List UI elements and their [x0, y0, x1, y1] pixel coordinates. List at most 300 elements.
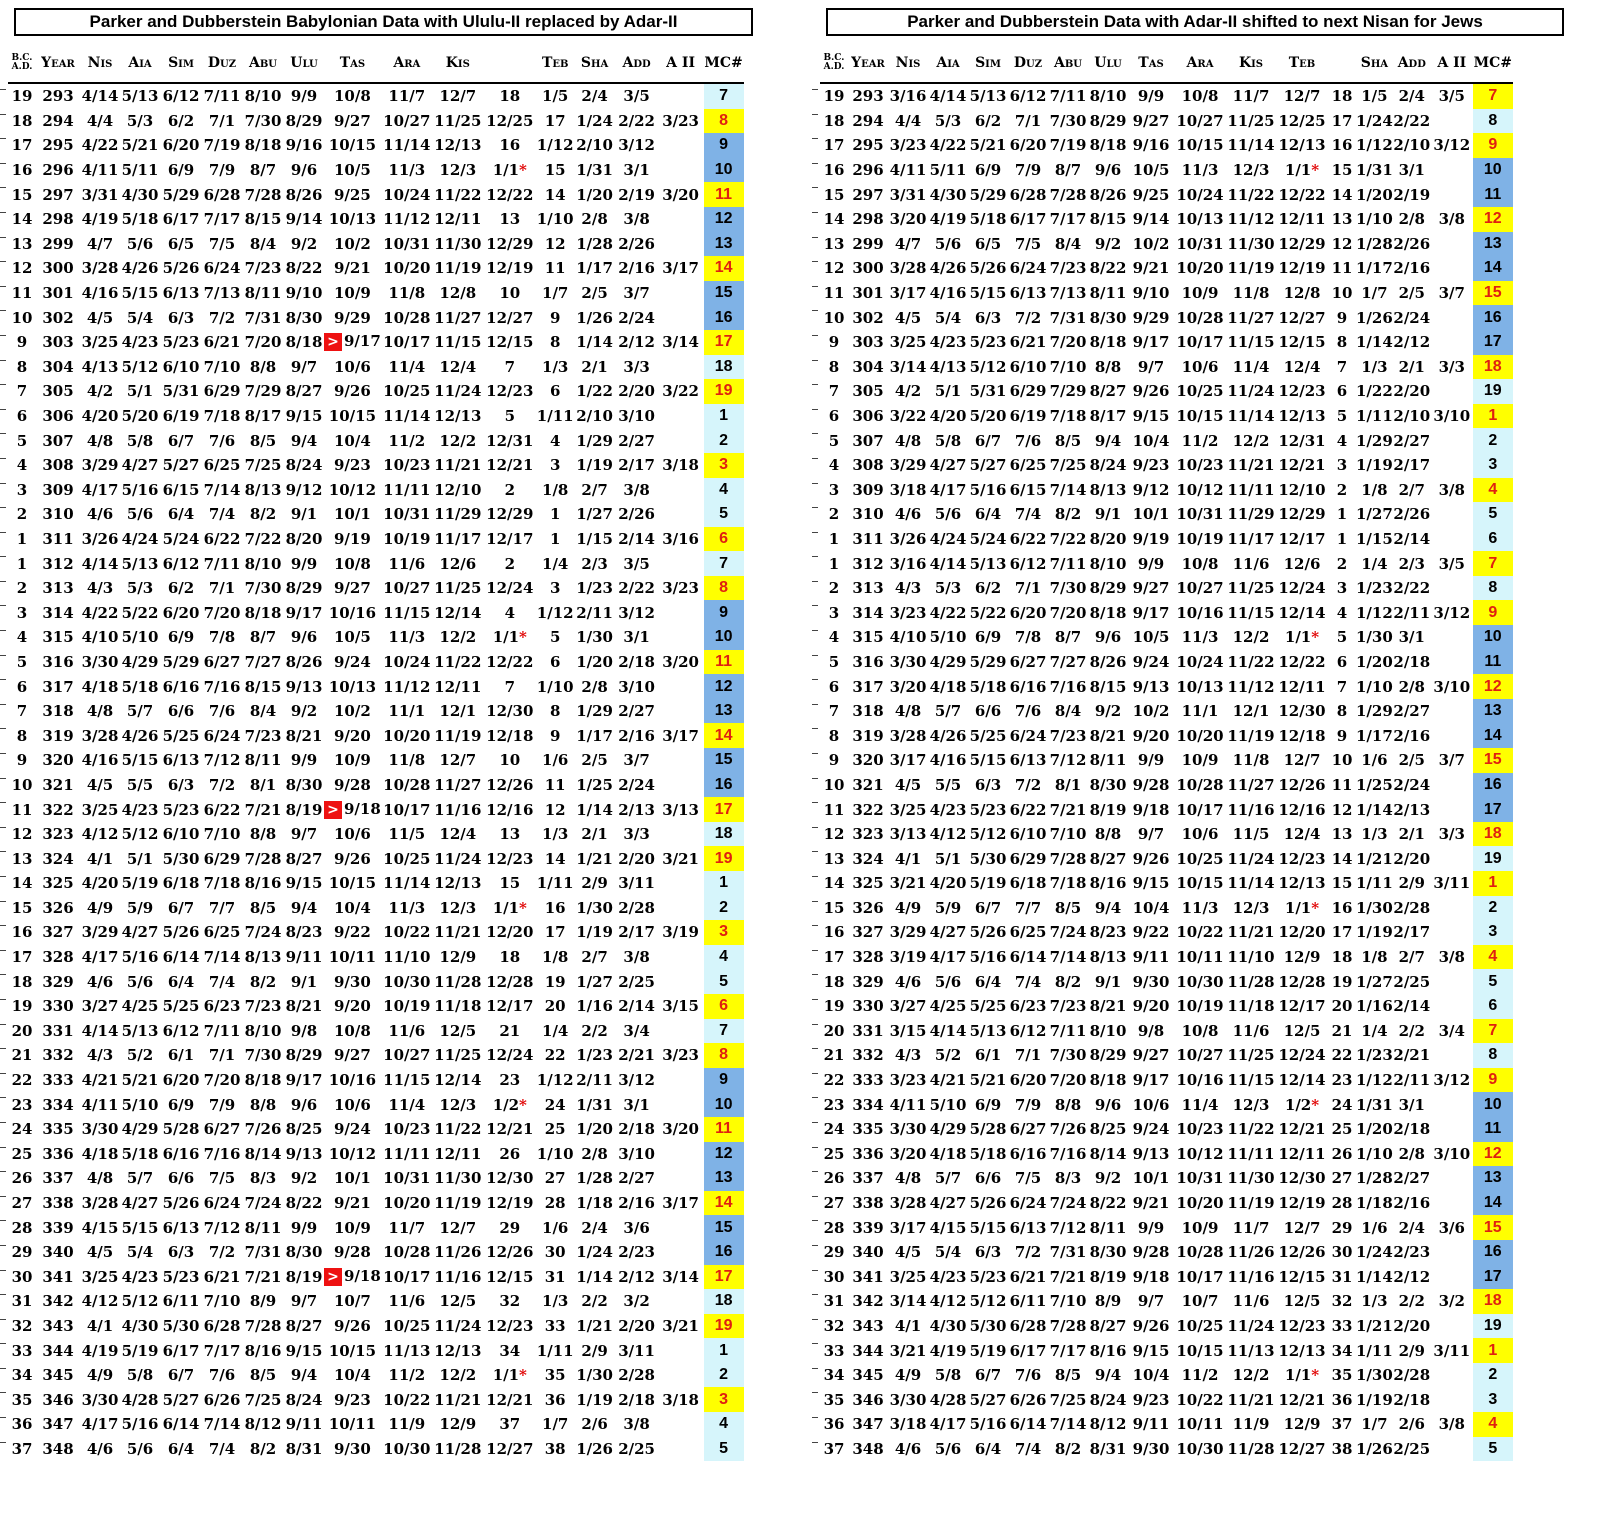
table-cell: 10/4: [1132, 1366, 1170, 1385]
table-cell: 7/24: [1049, 1194, 1087, 1213]
table-cell: 11/28: [434, 1439, 482, 1458]
table-cell: 2/4: [1398, 87, 1425, 106]
table-cell: [658, 158, 704, 183]
table-cell: 1/17: [576, 259, 613, 278]
table-cell: 10/4: [334, 898, 371, 917]
table-cell: 11/15: [1227, 333, 1275, 352]
table-cell: 11/24: [1227, 382, 1275, 401]
table-cell: [1431, 1363, 1473, 1388]
table-cell: 3/21: [662, 849, 699, 868]
table-cell: 11/6: [1232, 1021, 1270, 1040]
table-cell: 8/23: [285, 923, 323, 942]
table-cell: 9/9: [1137, 554, 1165, 573]
table-cell: 2/27: [618, 702, 655, 721]
metonic-cycle-cell: 17: [704, 797, 744, 822]
table-cell: 2/26: [618, 234, 655, 253]
table-cell: 18: [820, 109, 848, 134]
table-cell: 7/22: [1049, 529, 1087, 548]
table-cell: 24: [8, 1117, 36, 1142]
table-cell: 331: [42, 1021, 74, 1040]
table-cell: 9/7: [290, 1292, 318, 1311]
table-cell: 4/14: [81, 1021, 119, 1040]
table-cell: [1431, 1387, 1473, 1412]
table-cell: 2/14: [618, 529, 655, 548]
right-header-cell: Kis: [1226, 44, 1276, 83]
metonic-cycle-cell: 3: [704, 920, 744, 945]
table-cell: 4/3: [86, 1046, 114, 1065]
table-cell: 11/30: [434, 234, 482, 253]
table-cell: 6/7: [167, 898, 195, 917]
table-cell: 3/5: [623, 87, 650, 106]
table-cell: 12/3: [1232, 898, 1270, 917]
table-cell: 6/13: [162, 1218, 200, 1237]
table-cell: 30: [8, 1265, 36, 1290]
table-cell: 7/16: [203, 1144, 241, 1163]
table-cell: [658, 1068, 704, 1093]
table-cell: 2/7: [1398, 480, 1425, 499]
table-cell: 9/17: [1132, 1071, 1170, 1090]
table-cell: 4/6: [86, 972, 114, 991]
table-row: [8, 625, 744, 650]
table-cell: 5/21: [121, 136, 159, 155]
table-cell: 1: [549, 529, 561, 548]
table-cell: 344: [852, 1341, 884, 1360]
table-cell: 12/24: [1278, 579, 1326, 598]
table-row: [8, 330, 744, 355]
metonic-cycle-cell: 7: [1473, 1019, 1513, 1044]
table-cell: [658, 748, 704, 773]
table-cell: 326: [852, 898, 884, 917]
table-cell: 10/19: [383, 529, 431, 548]
table-cell: 302: [42, 308, 74, 327]
table-cell: 6/24: [203, 1194, 241, 1213]
right-header-cell: Ulu: [1088, 44, 1128, 83]
table-cell: 19: [8, 83, 36, 109]
table-cell: 4/5: [894, 1243, 922, 1262]
table-cell: 10/28: [383, 308, 431, 327]
table-cell: 6/21: [1009, 1267, 1047, 1286]
table-cell: 301: [852, 284, 884, 303]
table-cell: 8/16: [1089, 874, 1127, 893]
table-cell: 9/23: [334, 456, 371, 475]
table-cell: 4/23: [929, 800, 967, 819]
table-cell: 12/11: [434, 1144, 482, 1163]
table-cell: 11/21: [434, 923, 482, 942]
table-cell: 324: [42, 849, 74, 868]
table-cell: 11/27: [1227, 775, 1275, 794]
table-cell: 10/20: [1176, 726, 1224, 745]
table-cell: 5/19: [969, 874, 1007, 893]
table-cell: 3/7: [1438, 751, 1465, 770]
table-cell: 4/30: [929, 1316, 967, 1335]
table-cell: 6/6: [167, 1169, 195, 1188]
table-cell: 10/27: [1176, 1046, 1224, 1065]
table-cell: 5/4: [934, 1243, 962, 1262]
table-cell: 10/5: [1132, 628, 1170, 647]
table-cell: 4/8: [894, 431, 922, 450]
table-cell: 4/12: [81, 825, 119, 844]
table-cell: 5/6: [934, 234, 962, 253]
table-cell: 11: [8, 797, 36, 822]
table-cell: 6/17: [162, 1341, 200, 1360]
table-cell: 31: [820, 1289, 848, 1314]
table-row: [820, 428, 1513, 453]
table-cell: 9: [820, 748, 848, 773]
asterisk-marker: *: [1311, 161, 1320, 180]
table-cell: 12/2: [439, 431, 477, 450]
table-cell: 10/9: [1181, 1218, 1219, 1237]
table-cell: 3/7: [1438, 284, 1465, 303]
table-cell: 5/2: [934, 1046, 962, 1065]
table-cell: 1/10: [1356, 677, 1393, 696]
table-cell: 11/3: [1181, 161, 1219, 180]
table-row: [820, 1240, 1513, 1265]
table-cell: 318: [42, 702, 74, 721]
table-cell: 10: [820, 305, 848, 330]
table-cell: 10: [8, 773, 36, 798]
table-row: [8, 182, 744, 207]
table-cell: 10/31: [1176, 1169, 1224, 1188]
table-cell: 326: [42, 898, 74, 917]
table-cell: 3/3: [1438, 357, 1465, 376]
table-cell: 4: [549, 431, 561, 450]
table-cell: 310: [852, 505, 884, 524]
table-cell: 6: [820, 674, 848, 699]
table-cell: 9/15: [285, 1341, 323, 1360]
table-cell: 10/25: [383, 382, 431, 401]
table-cell: 2/2: [1398, 1021, 1425, 1040]
table-cell: 1/7: [1361, 284, 1388, 303]
table-cell: 3/19: [889, 948, 927, 967]
table-cell: 7/14: [1049, 480, 1087, 499]
table-cell: 9/15: [1132, 1341, 1170, 1360]
table-row: [8, 920, 744, 945]
table-row: [820, 994, 1513, 1019]
table-cell: 6/9: [167, 1095, 195, 1114]
table-cell: 2/23: [618, 1243, 655, 1262]
table-cell: 5/11: [929, 161, 967, 180]
table-cell: 10/9: [334, 284, 371, 303]
table-cell: 1/30: [1356, 1366, 1393, 1385]
table-cell: 8/25: [285, 1120, 323, 1139]
table-cell: 8/2: [249, 1439, 277, 1458]
table-cell: 7/21: [1049, 800, 1087, 819]
table-cell: 10/4: [1132, 431, 1170, 450]
table-cell: 7/2: [1014, 775, 1042, 794]
table-cell: 5/15: [121, 751, 159, 770]
table-cell: 11/17: [434, 529, 482, 548]
table-cell: 10/9: [334, 751, 371, 770]
table-cell: 3/14: [662, 333, 699, 352]
table-cell: 2/12: [1393, 1267, 1431, 1286]
table-cell: 7/21: [244, 800, 282, 819]
table-cell: 7/1: [208, 1046, 236, 1065]
table-cell: 7/5: [1014, 1169, 1042, 1188]
table-cell: 1/1*: [492, 1366, 527, 1385]
table-cell: 9/18: [1132, 800, 1170, 819]
table-cell: 314: [852, 603, 884, 622]
table-cell: 19: [1331, 972, 1353, 991]
table-cell: 9/28: [334, 775, 371, 794]
red-marker-icon: >: [324, 801, 342, 819]
table-cell: [1431, 650, 1473, 675]
table-cell: 10/17: [1176, 1267, 1224, 1286]
table-cell: 8/18: [244, 1071, 282, 1090]
table-row: [8, 797, 744, 822]
table-cell: 6/24: [1009, 1194, 1047, 1213]
table-cell: 9/6: [290, 161, 318, 180]
metonic-cycle-cell: 1: [1473, 871, 1513, 896]
table-cell: 296: [852, 161, 884, 180]
table-cell: 2/16: [1393, 259, 1431, 278]
table-cell: 8/4: [1054, 234, 1082, 253]
table-cell: 5/19: [121, 874, 159, 893]
table-cell: 18: [8, 109, 36, 134]
metonic-cycle-cell: 10: [1473, 158, 1513, 183]
table-cell: 37: [499, 1415, 521, 1434]
table-cell: 34: [499, 1341, 521, 1360]
table-cell: 9: [1336, 726, 1348, 745]
metonic-cycle-cell: 14: [704, 256, 744, 281]
table-cell: 1/11: [536, 874, 574, 893]
table-cell: 12/11: [1278, 210, 1326, 229]
table-cell: 4/16: [929, 751, 967, 770]
table-cell: 8/21: [285, 997, 323, 1016]
table-cell: 6/14: [1009, 948, 1047, 967]
table-cell: 4/23: [929, 333, 967, 352]
table-cell: 327: [42, 923, 74, 942]
table-cell: 14: [820, 871, 848, 896]
table-cell: 4/25: [121, 997, 159, 1016]
table-cell: 9/27: [334, 1046, 371, 1065]
table-cell: [1431, 256, 1473, 281]
table-cell: 11/5: [1232, 825, 1270, 844]
table-row: [8, 1265, 744, 1290]
table-row: [820, 969, 1513, 994]
table-cell: 5/16: [121, 948, 159, 967]
table-cell: 6/25: [1009, 456, 1047, 475]
table-cell: 7/5: [1014, 234, 1042, 253]
table-cell: 11/16: [1227, 800, 1275, 819]
table-cell: 10/8: [334, 554, 371, 573]
table-cell: 12/3: [439, 1095, 477, 1114]
table-cell: 7/27: [1049, 652, 1087, 671]
table-cell: 11: [1331, 259, 1353, 278]
table-cell: 13: [1331, 210, 1353, 229]
table-cell: 312: [42, 554, 74, 573]
table-cell: 5/8: [126, 431, 154, 450]
table-cell: 12/13: [1278, 1341, 1326, 1360]
table-cell: 1/15: [576, 529, 613, 548]
table-cell: 12/21: [1278, 1120, 1326, 1139]
table-cell: 6/15: [1009, 480, 1047, 499]
table-cell: 2: [504, 480, 516, 499]
table-cell: 4/28: [121, 1390, 159, 1409]
table-row: [820, 600, 1513, 625]
table-cell: 3/13: [662, 800, 699, 819]
table-cell: 12/25: [1278, 111, 1326, 130]
table-cell: 12/13: [1278, 136, 1326, 155]
table-cell: 1/6: [542, 1218, 569, 1237]
table-cell: 8/10: [1089, 554, 1127, 573]
table-cell: 10/15: [1176, 136, 1224, 155]
table-cell: 4/24: [121, 529, 159, 548]
table-cell: 6/3: [974, 775, 1002, 794]
table-cell: 4/12: [81, 1292, 119, 1311]
table-row: [8, 281, 744, 306]
table-cell: 6/21: [1009, 333, 1047, 352]
table-cell: 3/31: [81, 185, 119, 204]
metonic-cycle-cell: 3: [1473, 1387, 1513, 1412]
table-cell: 8/25: [1089, 1120, 1127, 1139]
table-cell: 2/23: [1393, 1243, 1431, 1262]
table-cell: 11/8: [1232, 751, 1270, 770]
table-cell: 10/6: [334, 1095, 371, 1114]
table-cell: 329: [42, 972, 74, 991]
table-cell: [658, 1289, 704, 1314]
table-cell: [658, 1338, 704, 1363]
table-cell: [1431, 453, 1473, 478]
table-cell: 12/17: [486, 997, 534, 1016]
table-cell: 5/9: [126, 898, 154, 917]
table-cell: 3: [549, 456, 561, 475]
table-cell: 2/8: [581, 1144, 608, 1163]
table-cell: 1/8: [542, 480, 569, 499]
table-cell: 2/20: [1393, 1316, 1431, 1335]
table-cell: 15: [8, 182, 36, 207]
table-cell: 3/1: [623, 161, 650, 180]
table-cell: 5/8: [934, 1366, 962, 1385]
table-cell: 340: [42, 1243, 74, 1262]
table-cell: 10/24: [1176, 185, 1224, 204]
table-cell: 5/30: [969, 849, 1007, 868]
table-cell: 11/22: [1227, 652, 1275, 671]
table-cell: 10/27: [383, 579, 431, 598]
table-cell: 9/9: [290, 554, 318, 573]
metonic-cycle-cell: 18: [1473, 1289, 1513, 1314]
table-cell: 298: [852, 210, 884, 229]
table-cell: 3/1: [1398, 1095, 1425, 1114]
table-cell: 9/7: [1137, 1292, 1165, 1311]
table-cell: 9: [1336, 308, 1348, 327]
table-cell: 3/8: [1438, 480, 1465, 499]
table-cell: 4/1: [894, 1316, 922, 1335]
table-cell: 5/6: [126, 1439, 154, 1458]
table-cell: 319: [42, 726, 74, 745]
table-cell: 6/12: [1009, 1021, 1047, 1040]
table-cell: 10/7: [1181, 1292, 1219, 1311]
table-cell: 12/22: [1278, 185, 1326, 204]
table-cell: 1/2*: [492, 1095, 527, 1114]
table-cell: 12/20: [1278, 923, 1326, 942]
table-cell: 7/1: [208, 111, 236, 130]
table-cell: 9/7: [290, 357, 318, 376]
metonic-cycle-cell: 11: [704, 1117, 744, 1142]
table-row: [820, 305, 1513, 330]
table-cell: 6: [8, 404, 36, 429]
table-cell: 4/20: [929, 407, 967, 426]
table-cell: 4/14: [929, 87, 967, 106]
table-cell: 11/4: [388, 357, 426, 376]
table-cell: 6/22: [203, 800, 241, 819]
table-cell: 1/7: [542, 1415, 569, 1434]
table-cell: [1431, 797, 1473, 822]
table-cell: 5/18: [969, 677, 1007, 696]
table-cell: 6: [549, 382, 561, 401]
table-cell: 5/13: [969, 554, 1007, 573]
table-cell: 8/22: [285, 259, 323, 278]
table-cell: 11/18: [434, 997, 482, 1016]
table-cell: 12/9: [439, 1415, 477, 1434]
table-cell: 11/16: [434, 800, 482, 819]
table-cell: 20: [1331, 997, 1353, 1016]
table-cell: 23: [8, 1092, 36, 1117]
table-cell: 11/27: [434, 775, 482, 794]
table-cell: 10/11: [328, 1415, 377, 1434]
table-cell: 5: [820, 428, 848, 453]
table-cell: 10: [820, 773, 848, 798]
table-cell: 10: [499, 751, 521, 770]
table-cell: 11/26: [434, 1243, 482, 1262]
table-cell: 5: [1336, 407, 1348, 426]
table-cell: 1/26: [1356, 1439, 1393, 1458]
table-cell: 9/16: [1132, 136, 1170, 155]
table-cell: 5/25: [162, 726, 200, 745]
table-cell: 9/17: [285, 1071, 323, 1090]
asterisk-marker: *: [519, 628, 527, 647]
table-cell: 8/24: [285, 1390, 323, 1409]
table-cell: 9/17: [1132, 603, 1170, 622]
table-cell: 16: [544, 898, 566, 917]
table-cell: 2/17: [618, 923, 655, 942]
table-cell: 35: [8, 1387, 36, 1412]
table-row: [8, 1092, 744, 1117]
table-cell: 9/24: [1132, 652, 1170, 671]
table-cell: 12: [8, 822, 36, 847]
table-cell: 10/22: [1176, 1390, 1224, 1409]
table-cell: 3/17: [889, 751, 927, 770]
table-cell: 2/28: [1393, 898, 1431, 917]
table-row: [8, 478, 744, 503]
table-cell: 1/14: [576, 800, 613, 819]
table-row: [820, 232, 1513, 257]
table-cell: 2/25: [1393, 1439, 1431, 1458]
table-cell: 10/23: [1176, 456, 1224, 475]
table-cell: [658, 699, 704, 724]
table-row: [8, 379, 744, 404]
table-cell: 8/24: [1089, 456, 1127, 475]
table-cell: 5/21: [969, 1071, 1007, 1090]
table-cell: 12/8: [1283, 284, 1321, 303]
table-cell: 6/14: [162, 948, 200, 967]
table-cell: 10/4: [334, 1366, 371, 1385]
table-cell: 10/15: [328, 874, 377, 893]
table-cell: [1431, 699, 1473, 724]
table-cell: 32: [820, 1314, 848, 1339]
table-cell: 2/27: [1393, 431, 1431, 450]
table-cell: 6/10: [162, 825, 200, 844]
table-cell: 8/14: [244, 1144, 282, 1163]
table-cell: 9/4: [290, 898, 318, 917]
table-cell: 12/17: [1278, 997, 1326, 1016]
table-cell: 18: [1331, 948, 1353, 967]
table-row: [820, 1043, 1513, 1068]
table-cell: [658, 871, 704, 896]
table-row: [8, 1363, 744, 1388]
table-cell: 7: [1336, 357, 1348, 376]
table-cell: 12/20: [486, 923, 534, 942]
table-row: [820, 1068, 1513, 1093]
